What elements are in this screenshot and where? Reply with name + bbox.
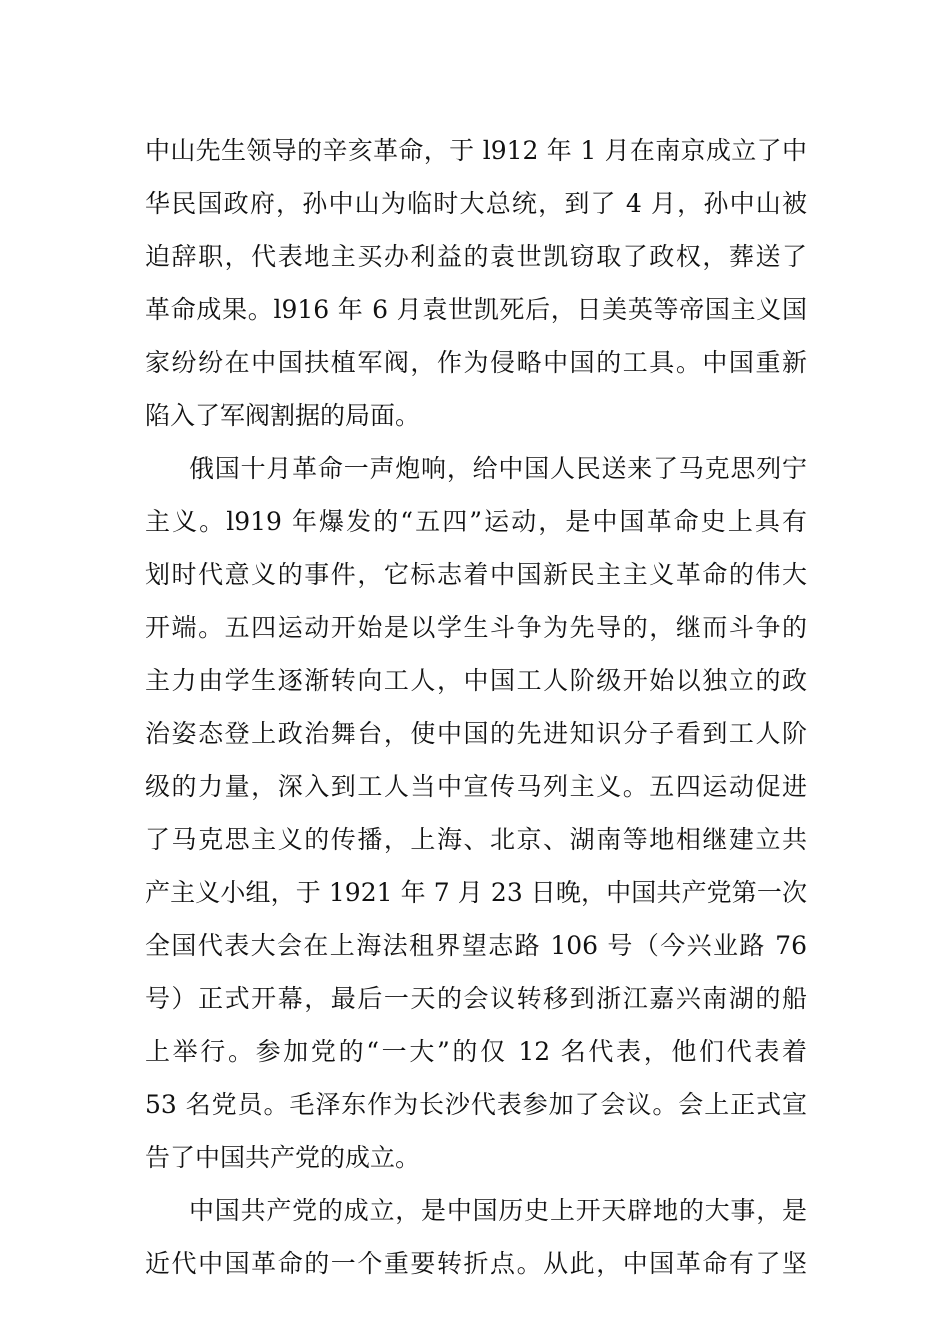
- text-line: 了马克思主义的传播，上海、北京、湖南等地相继建立共: [145, 825, 807, 854]
- text-line: 中山先生领导的辛亥革命，于 l912 年 1 月在南京成立了中: [145, 136, 807, 165]
- text-line: 主力由学生逐渐转向工人，中国工人阶级开始以独立的政: [145, 666, 807, 695]
- text-line: 全国代表大会在上海法租界望志路 106 号（今兴业路 76: [145, 931, 807, 960]
- text-line: 告了中国共产党的成立。: [145, 1143, 421, 1172]
- text-line: 主义。l919 年爆发的“五四”运动，是中国革命史上具有: [145, 507, 807, 536]
- text-line: 迫辞职，代表地主买办利益的袁世凯窃取了政权，葬送了: [145, 242, 807, 271]
- text-line: 陷入了军阀割据的局面。: [145, 401, 421, 430]
- text-line: 级的力量，深入到工人当中宣传马列主义。五四运动促进: [145, 772, 807, 801]
- text-line: 家纷纷在中国扶植军阀，作为侵略中国的工具。中国重新: [145, 348, 807, 377]
- text-line: 治姿态登上政治舞台，使中国的先进知识分子看到工人阶: [145, 719, 807, 748]
- paragraph-3: [145, 1184, 807, 1290]
- document-page: [145, 124, 807, 1290]
- text-line: 号）正式开幕，最后一天的会议转移到浙江嘉兴南湖的船: [145, 984, 807, 1013]
- text-line: 革命成果。l916 年 6 月袁世凯死后，日美英等帝国主义国: [145, 295, 807, 324]
- paragraph-1: [145, 124, 807, 442]
- text-line: 产主义小组，于 1921 年 7 月 23 日晚，中国共产党第一次: [145, 878, 807, 907]
- text-line: 俄国十月革命一声炮响，给中国人民送来了马克思列宁: [189, 454, 807, 483]
- text-line: 53 名党员。毛泽东作为长沙代表参加了会议。会上正式宣: [145, 1090, 807, 1119]
- text-line: 华民国政府，孙中山为临时大总统，到了 4 月，孙中山被: [145, 189, 807, 218]
- text-line: 中国共产党的成立，是中国历史上开天辟地的大事，是: [189, 1196, 807, 1225]
- text-line: 上举行。参加党的“一大”的仅 12 名代表，他们代表着: [145, 1037, 807, 1066]
- paragraph-2: [145, 442, 807, 1184]
- text-line: 划时代意义的事件，它标志着中国新民主主义革命的伟大: [145, 560, 807, 589]
- text-line: 开端。五四运动开始是以学生斗争为先导的，继而斗争的: [145, 613, 807, 642]
- text-line: 近代中国革命的一个重要转折点。从此，中国革命有了坚: [145, 1249, 807, 1278]
